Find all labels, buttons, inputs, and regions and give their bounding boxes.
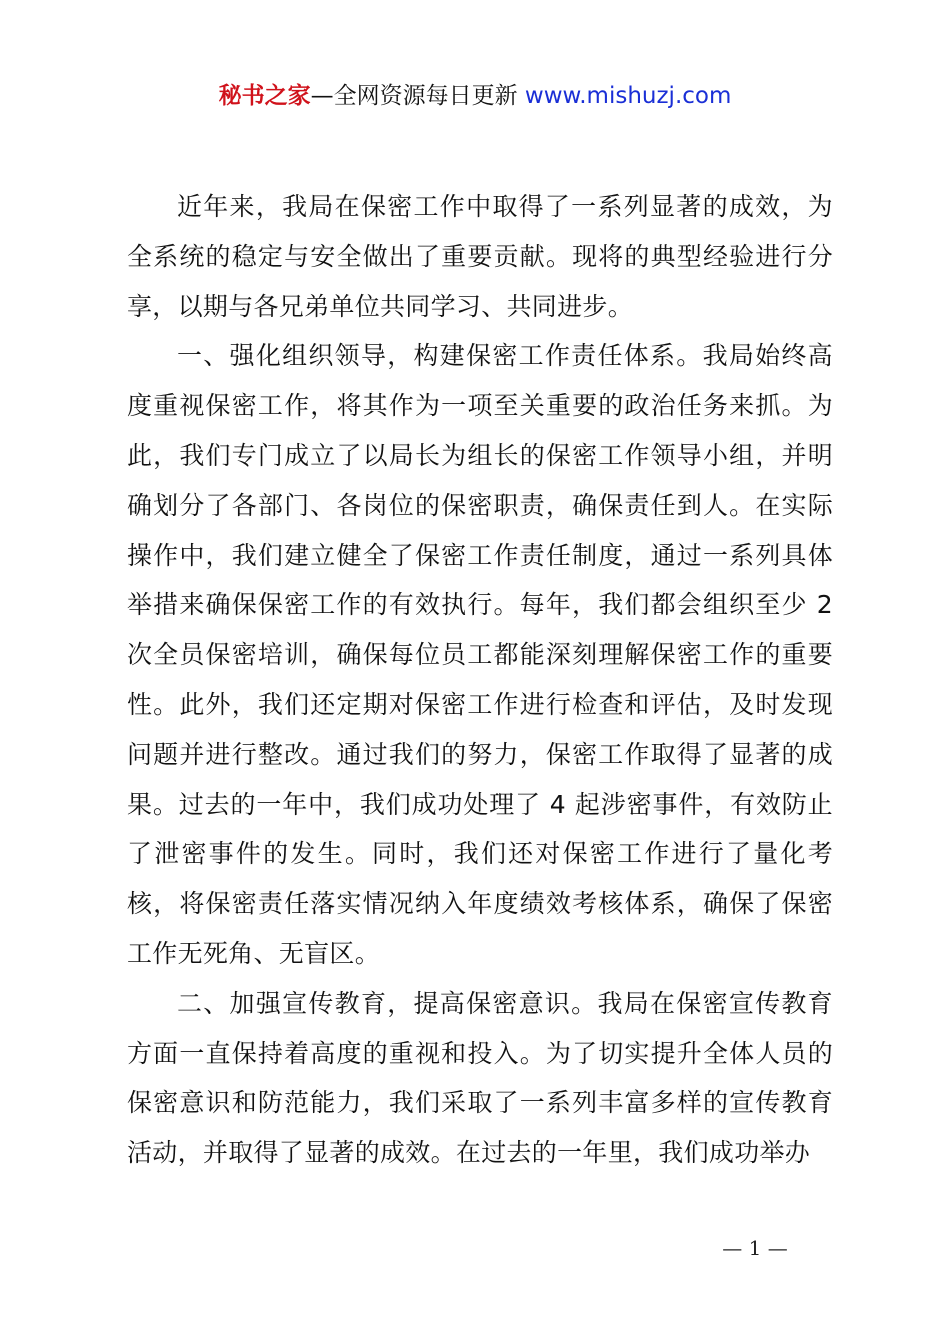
page-number: — 1 — (722, 1236, 788, 1260)
site-brand: 秘书之家 (218, 83, 311, 109)
paragraph-intro: 近年来，我局在保密工作中取得了一系列显著的成效，为全系统的稳定与安全做出了重要贡献。现将的典型经验进行分享，以期与各兄弟单位共同学习、共同进步。 (127, 192, 833, 321)
site-tagline: —全网资源每日更新 (310, 83, 518, 109)
site-url[interactable]: www.mishuzj.com (524, 83, 732, 109)
paragraph-section-1: 一、强化组织领导，构建保密工作责任体系。我局始终高度重视保密工作，将其作为一项至关重要的政治任务来抓。为此，我们专门成立了以局长为组长的保密工作领导小组，并明确划分了各部门、各岗位的保密职责，确保责任到人。在实际操作中，我们建立健全了保密工作责任制度，通过一系列具体举措来确保保密工作的有效执行。每年，我们都会组织至少 2 次全员保密培训，确保每位员工都能深刻理解保密工作的重要性。此外，我们还定期对保密工作进行检查和评估，及时发现问题并进行整改。通过我们的努力，保密工作取得了显著的成果。过去的一年中，我们成功处理了 4 起涉密事件，有效防止了泄密事件的发生。同时，我们还对保密工作进行了量化考核，将保密责任落实情况纳入年度绩效考核体系，确保了保密工作无死角、无盲区。 (127, 341, 833, 968)
site-header (0, 80, 950, 112)
paragraph-section-2: 二、加强宣传教育，提高保密意识。我局在保密宣传教育方面一直保持着高度的重视和投入。为了切实提升全体人员的保密意识和防范能力，我们采取了一系列丰富多样的宣传教育活动，并取得了显著的成效。在过去的一年里，我们成功举办 (127, 988, 833, 1168)
document-body (127, 182, 833, 1178)
